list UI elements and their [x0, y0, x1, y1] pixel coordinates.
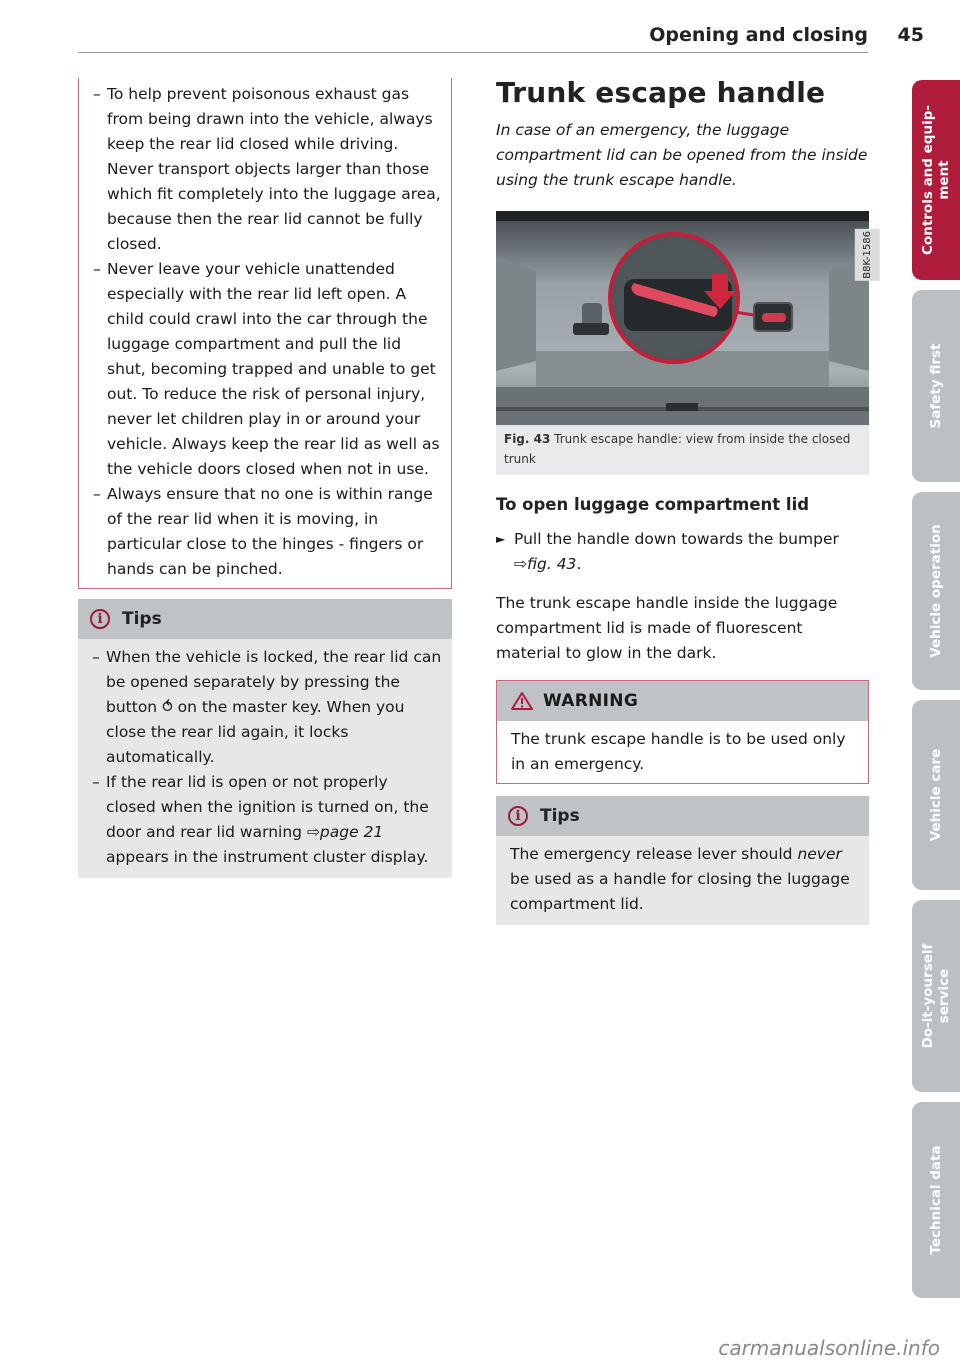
- tips-header: [78, 599, 452, 639]
- tab-vehicle-operation[interactable]: Vehicle operation: [912, 492, 960, 690]
- warning-label: WARNING: [543, 690, 639, 711]
- warning-item: – Always ensure that no one is within range of the rear lid when it is moving, in particular close to the hinges - fingers or hands can be pinched.: [93, 485, 433, 578]
- page-number: 45: [897, 24, 924, 46]
- trunk-escape-handle-photo: [496, 211, 873, 425]
- subheading: To open luggage compartment lid: [496, 495, 810, 514]
- figure-43: [496, 211, 873, 475]
- warning-box-continued: [78, 78, 452, 589]
- tips-body: [78, 639, 452, 878]
- warning-text: The trunk escape handle is to be used only in an emergency.: [511, 730, 846, 773]
- figure-reference-link[interactable]: ⇨fig. 43: [514, 555, 577, 573]
- warning-item: – To help prevent poisonous exhaust gas from being drawn into the vehicle, always keep the rear lid closed while driving. Never transport objects larger than those which fit completely into the luggage area, because then the rear lid cannot be fully closed.: [93, 85, 441, 253]
- tab-do-it-yourself-service[interactable]: Do-it-yourself service: [912, 900, 960, 1092]
- running-header-title: Opening and closing: [649, 24, 868, 46]
- section-intro: In case of an emergency, the luggage compartment lid can be opened from the inside using the trunk escape handle.: [496, 121, 868, 189]
- tips-label: Tips: [122, 608, 162, 629]
- tab-vehicle-care[interactable]: Vehicle care: [912, 700, 960, 890]
- right-column: [496, 76, 873, 925]
- page-reference-link[interactable]: ⇨page 21: [306, 823, 384, 841]
- warning-header: [497, 681, 868, 721]
- figure-code: B8K-1586: [855, 229, 880, 281]
- trunk-illustration: [496, 211, 869, 425]
- tips-box-right: [496, 796, 869, 925]
- warning-item: – Never leave your vehicle unattended especially with the rear lid left open. A child could crawl into the car through the luggage compartment and pull the lid shut, becoming trapped and unable to get out. To reduce the risk of personal injury, never let children play in or around your vehicle. Always keep the rear lid as well as the vehicle doors closed when not in use.: [93, 260, 440, 478]
- instruction-step: ► Pull the handle down towards the bumper ⇨fig. 43.: [496, 527, 869, 577]
- tips-box: [78, 599, 452, 878]
- info-icon: i: [508, 806, 528, 826]
- figure-caption: Fig. 43 Trunk escape handle: view from inside the closed trunk: [504, 432, 851, 466]
- body-paragraph: The trunk escape handle inside the luggage compartment lid is made of fluorescent material to glow in the dark.: [496, 594, 838, 662]
- info-icon: i: [90, 609, 110, 629]
- left-column: [78, 78, 452, 878]
- bullet-triangle-icon: ►: [496, 532, 506, 546]
- tip-item: – When the vehicle is locked, the rear lid can be opened separately by pressing the button ⥀ on the master key. When you close the rear lid again, it locks automatically.: [92, 648, 442, 766]
- tab-safety-first[interactable]: Safety first: [912, 290, 960, 482]
- tips-body: The emergency release lever should never be used as a handle for closing the luggage compartment lid.: [510, 845, 850, 913]
- footer-watermark: carmanualsonline.info: [718, 1336, 940, 1360]
- tab-technical-data[interactable]: Technical data: [912, 1102, 960, 1298]
- header-rule: [78, 52, 868, 53]
- tips-label: Tips: [540, 805, 580, 826]
- rear-lid-key-icon: ⥀: [162, 698, 173, 716]
- tip-item: – If the rear lid is open or not properly closed when the ignition is turned on, the door and rear lid warning ⇨page 21 appears in the instrument cluster display.: [92, 773, 429, 866]
- tab-controls-and-equipment[interactable]: Controls and equip- ment: [912, 80, 960, 280]
- tips-header: [496, 796, 869, 836]
- warning-box: [496, 680, 869, 784]
- section-title: Trunk escape handle: [496, 76, 826, 109]
- warning-triangle-icon: [511, 691, 533, 711]
